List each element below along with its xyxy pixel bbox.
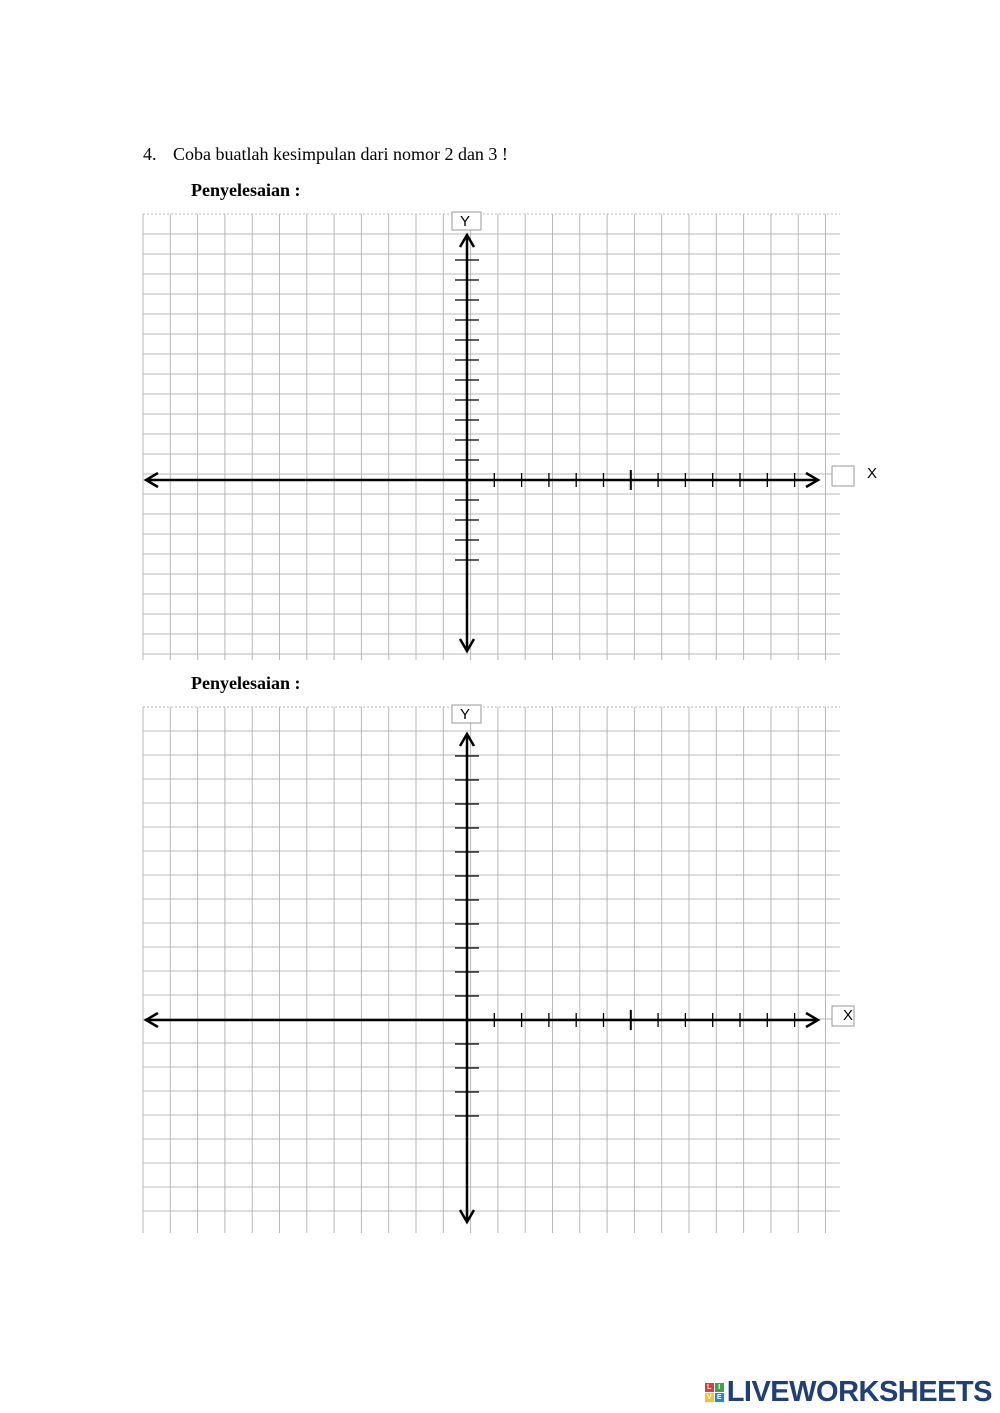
logo-letter: I (715, 1383, 724, 1392)
grid-lines (143, 707, 840, 1233)
y-axis-label: Y (460, 706, 471, 723)
solution-heading-2: Penyelesaian : (191, 673, 301, 693)
x-label-box (832, 466, 854, 486)
y-axis-label: Y (460, 213, 471, 230)
question-number: 4. (143, 144, 157, 164)
brand-name: LIVEWORKSHEETS (726, 1376, 992, 1408)
grid-svg-1 (140, 210, 878, 660)
liveworksheets-logo (705, 1376, 992, 1409)
question-4 (143, 144, 508, 165)
x-axis-label: X (843, 1007, 854, 1024)
solution-heading-1: Penyelesaian : (191, 180, 301, 200)
logo-letter: E (715, 1393, 724, 1402)
coordinate-grid-2[interactable] (140, 703, 860, 1233)
logo-letter: V (705, 1393, 714, 1402)
logo-mark-icon (705, 1383, 724, 1402)
logo-letter: L (705, 1383, 714, 1392)
grid-lines (143, 214, 840, 660)
x-axis-label: X (867, 465, 878, 482)
grid-svg-2 (140, 703, 860, 1233)
question-text: Coba buatlah kesimpulan dari nomor 2 dan 3 ! (173, 144, 508, 164)
coordinate-grid-1[interactable] (140, 210, 878, 660)
